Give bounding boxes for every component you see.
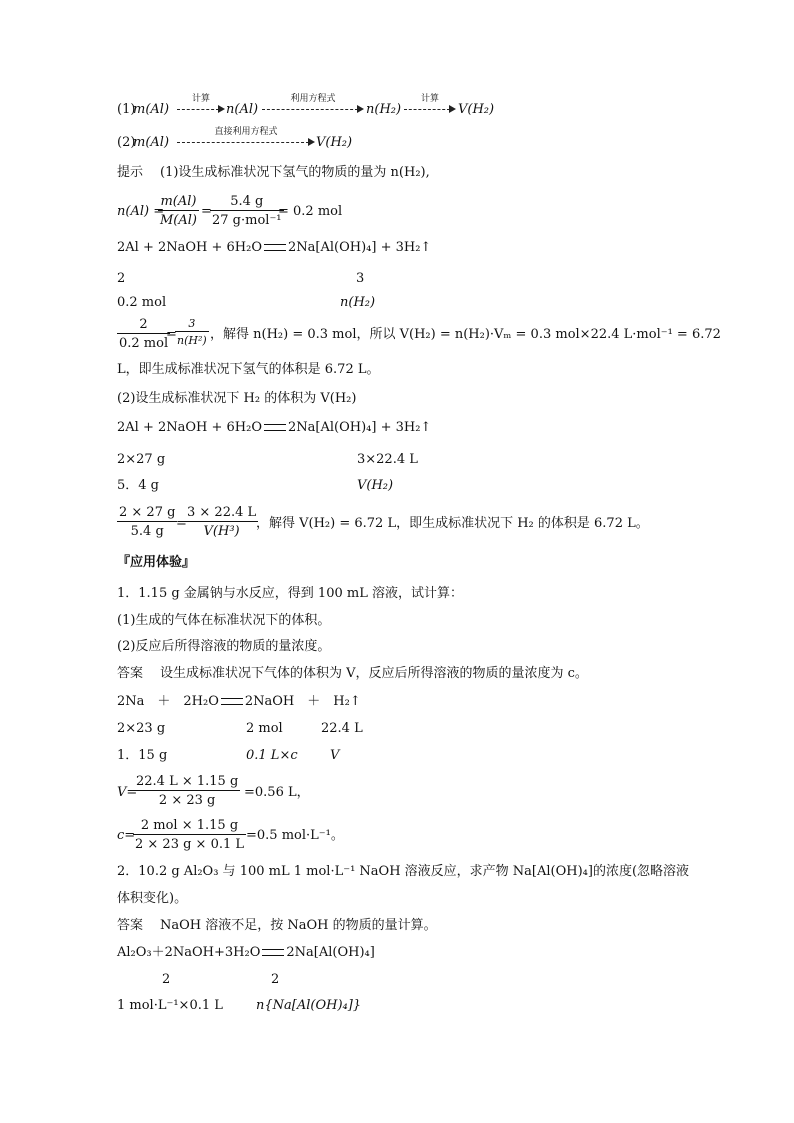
frac-den: n(H²) <box>177 334 207 347</box>
answer-label-2: 答案 <box>117 918 144 933</box>
frac-den: 2 × 23 g × 0.1 L <box>135 837 245 852</box>
q2-m-al: m(Al) <box>133 135 170 150</box>
arrow-equation <box>262 95 364 117</box>
equals-sign-icon <box>221 698 243 705</box>
q2-v-h2: V(H₂) <box>316 135 353 150</box>
part2-result: ，解得 V(H₂) = 6.72 L，即生成标准状况下 H₂ 的体积是 6.72 L。 <box>256 516 649 531</box>
bracket-open: 『 <box>117 555 131 570</box>
reaction-equation-3 <box>117 695 361 708</box>
q2-label: (2) <box>117 135 136 150</box>
coef-al: 2 <box>117 271 126 286</box>
coef-h2: 3 <box>356 271 365 286</box>
solve-text: ，解得 n(H₂) = 0.3 mol，所以 V(H₂) = n(H₂)·Vₘ = 0.3 mol×22.4 L·mol⁻¹ = 6.72 <box>210 327 721 342</box>
problem2-stem: 2．10.2 g Al₂O₃ 与 100 mL 1 mol·L⁻¹ NaOH 溶液反应，求产物 Na[Al(OH)₄]的浓度(忽略溶液 <box>117 864 690 879</box>
arrow-label: 计算 <box>191 94 210 104</box>
equals-sign-icon <box>262 949 284 956</box>
frac-num: 3 <box>175 318 209 332</box>
frac-den: 5.4 g <box>130 524 164 539</box>
section-title: 应用体验 <box>130 555 183 570</box>
q1-n-h2: n(H₂) <box>366 102 402 117</box>
ratio-fraction-d <box>185 506 258 538</box>
reaction-equation-2 <box>117 421 431 434</box>
arrow-head-icon <box>449 105 456 113</box>
row2-naoh: 0.1 L×c <box>246 748 298 763</box>
q1-label: (1) <box>117 102 136 117</box>
equation-products: 2NaOH ＋ H₂↑ <box>244 694 361 709</box>
frac-num: 22.4 L × 1.15 g <box>136 774 239 789</box>
q1-m-al: m(Al) <box>133 102 170 117</box>
frac-num: 3 × 22.4 L <box>187 505 257 520</box>
reaction-equation-4 <box>117 946 375 959</box>
answer-text: 设生成标准状况下气体的体积为 V，反应后所得溶液的物质的量浓度为 c。 <box>160 666 588 681</box>
equals-sign-icon <box>264 424 286 431</box>
coef-product: 2 <box>271 972 280 987</box>
hint-text: (1)设生成标准状况下氢气的物质的量为 n(H₂), <box>160 165 430 180</box>
equation-reactants: 2Al + 2NaOH + 6H₂O <box>117 420 262 435</box>
arrow-label: 利用方程式 <box>290 94 336 104</box>
equation-products: 2Na[Al(OH)₄] <box>286 945 375 960</box>
frac-num: 2 × 27 g <box>119 505 176 520</box>
part2-setup: (2)设生成标准状况下 H₂ 的体积为 V(H₂) <box>117 391 357 406</box>
hint-label: 提示 <box>117 165 144 180</box>
q1-v-h2: V(H₂) <box>458 102 495 117</box>
row1-na: 2×23 g <box>117 721 166 736</box>
row1-h2: 22.4 L <box>321 721 363 736</box>
qty-left-2: 5．4 g <box>117 478 159 493</box>
problem1-stem: 1．1.15 g 金属钠与水反应，得到 100 mL 溶液，试计算： <box>117 586 463 601</box>
equation-products: 2Na[Al(OH)₄] + 3H₂↑ <box>288 240 432 255</box>
ratio-fraction-b <box>175 318 209 346</box>
frac-num: 5.4 g <box>210 195 284 211</box>
qty-al: 0.2 mol <box>117 295 167 310</box>
solve-conclusion: L，即生成标准状况下氢气的体积是 6.72 L。 <box>117 362 380 377</box>
coef-left-2: 2×27 g <box>117 452 166 467</box>
c-result: =0.5 mol·L⁻¹。 <box>246 828 344 843</box>
bracket-close: 』 <box>182 555 196 570</box>
equation-reactants: 2Al + 2NaOH + 6H₂O <box>117 240 262 255</box>
mol-result: = 0.2 mol <box>278 204 343 219</box>
frac-den: 27 g·mol⁻¹ <box>212 213 282 228</box>
arrow-head-icon <box>218 105 225 113</box>
qty-right-2: V(H₂) <box>357 478 394 493</box>
arrow-calc-2 <box>404 95 456 117</box>
reaction-equation-1 <box>117 241 431 254</box>
equation-products: 2Na[Al(OH)₄] + 3H₂↑ <box>288 420 432 435</box>
fraction-mass-over-molar <box>210 195 284 227</box>
section-heading <box>117 556 195 569</box>
answer-text-2: NaOH 溶液不足，按 NaOH 的物质的量计算。 <box>160 918 437 933</box>
equals: = <box>201 204 212 219</box>
frac-den: 0.2 mol <box>119 336 169 351</box>
v-lhs: V= <box>117 785 138 800</box>
frac-num: 2 <box>117 318 170 334</box>
frac-den: 2 × 23 g <box>158 793 216 808</box>
ratio-fraction-c <box>117 506 177 538</box>
c-lhs: c= <box>117 828 136 843</box>
arrow-label: 直接利用方程式 <box>214 127 278 137</box>
equation-reactants: Al₂O₃＋2NaOH+3H₂O <box>117 945 261 960</box>
c-fraction <box>133 819 246 851</box>
arrow-direct-equation <box>177 128 315 150</box>
row2-h2: V <box>330 748 340 763</box>
v-fraction <box>134 775 240 807</box>
row2-na: 1．15 g <box>117 748 168 763</box>
coef-naoh: 2 <box>162 972 171 987</box>
fraction-m-over-M <box>158 195 199 227</box>
problem1-sub1: (1)生成的气体在标准状况下的体积。 <box>117 613 331 628</box>
answer-label: 答案 <box>117 666 144 681</box>
arrow-label: 计算 <box>420 94 439 104</box>
frac-den: M(Al) <box>160 213 198 228</box>
arrow-head-icon <box>308 138 315 146</box>
problem2-stem-cont: 体积变化)。 <box>117 891 188 906</box>
qty-product: n{Na[Al(OH)₄]} <box>256 998 362 1013</box>
frac-num: m(Al) <box>158 195 199 211</box>
frac-num: 2 mol × 1.15 g <box>133 819 246 835</box>
arrow-head-icon <box>357 105 364 113</box>
n-al-lhs: n(Al) = <box>117 204 165 219</box>
equation-reactants: 2Na ＋ 2H₂O <box>117 694 219 709</box>
equals: = <box>176 516 187 531</box>
q1-n-al: n(Al) <box>226 102 259 117</box>
ratio-fraction-a <box>117 318 170 350</box>
v-result: =0.56 L， <box>244 785 310 800</box>
qty-h2: n(H₂) <box>340 295 376 310</box>
coef-right-2: 3×22.4 L <box>357 452 418 467</box>
frac-den: V(H³) <box>203 524 240 539</box>
problem1-sub2: (2)反应后所得溶液的物质的量浓度。 <box>117 639 331 654</box>
qty-naoh: 1 mol·L⁻¹×0.1 L <box>117 998 223 1013</box>
equals-sign-icon <box>264 244 286 251</box>
arrow-calc-1 <box>177 95 225 117</box>
equals: = <box>166 327 177 342</box>
row1-naoh: 2 mol <box>246 721 283 736</box>
